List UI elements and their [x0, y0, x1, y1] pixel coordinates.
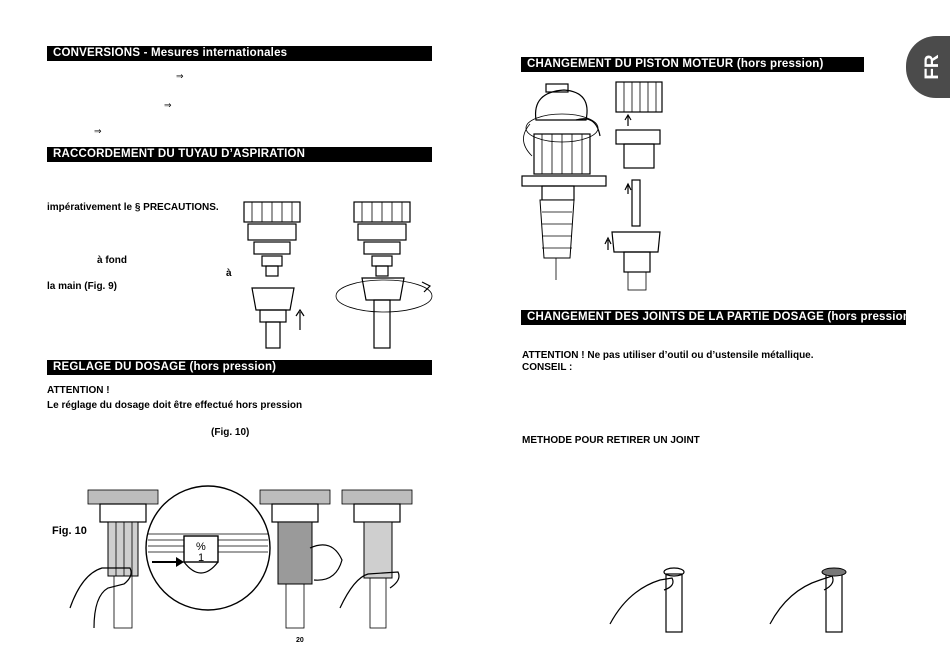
section-header-joints: CHANGEMENT DES JOINTS DE LA PARTIE DOSAGE (hors pression)	[521, 310, 906, 325]
page-number: 20	[296, 637, 304, 644]
section-header-piston: CHANGEMENT DU PISTON MOTEUR (hors pression)	[521, 57, 864, 72]
dial-label-percent: %	[196, 541, 206, 553]
pump-body-left	[244, 202, 300, 348]
dial-label-value: 1	[198, 552, 205, 564]
section-header-raccordement: RACCORDEMENT DU TUYAU D’ASPIRATION	[47, 147, 432, 162]
raccordement-text-fig9: la main (Fig. 9)	[47, 281, 118, 292]
arrow-up-icon	[296, 310, 304, 330]
figure-label-fig10: Fig. 10	[52, 525, 87, 537]
pump-body	[70, 490, 158, 628]
raccordement-text-precautions: impérativement le § PRECAUTIONS.	[47, 202, 219, 213]
piston-illustration	[512, 80, 672, 290]
dial-zoom	[146, 486, 270, 610]
joint-right	[770, 568, 846, 632]
section-header-conversions: CONVERSIONS - Mesures internationales	[47, 46, 432, 61]
piston-exploded	[605, 82, 662, 290]
fig10-illustration	[60, 488, 420, 632]
pump-assembly	[522, 84, 606, 280]
joints-methode: METHODE POUR RETIRER UN JOINT	[522, 435, 700, 446]
joint-removal-illustration	[600, 560, 870, 634]
pump-body-right	[336, 202, 432, 348]
fig9-illustration	[238, 202, 438, 354]
raccordement-text-a: à	[226, 268, 232, 279]
reglage-notice: Le réglage du dosage doit être effectué hors pression	[47, 400, 303, 411]
joint-left	[610, 568, 684, 632]
reglage-attention: ATTENTION !	[47, 385, 110, 396]
conversion-arrow-icon: ⇒	[94, 126, 102, 136]
joints-attention: ATTENTION ! Ne pas utiliser d’outil ou d’ustensile métallique.	[522, 350, 814, 361]
raccordement-text-a-fond: à fond	[97, 255, 127, 266]
pump-body	[260, 490, 342, 628]
joints-conseil: CONSEIL :	[522, 362, 573, 373]
reglage-fig-ref: (Fig. 10)	[211, 427, 250, 438]
language-tab-label: FR	[922, 54, 943, 80]
conversion-arrow-icon: ⇒	[176, 71, 184, 81]
pump-body	[340, 490, 412, 628]
section-header-reglage: REGLAGE DU DOSAGE (hors pression)	[47, 360, 432, 375]
conversion-arrow-icon: ⇒	[164, 100, 172, 110]
